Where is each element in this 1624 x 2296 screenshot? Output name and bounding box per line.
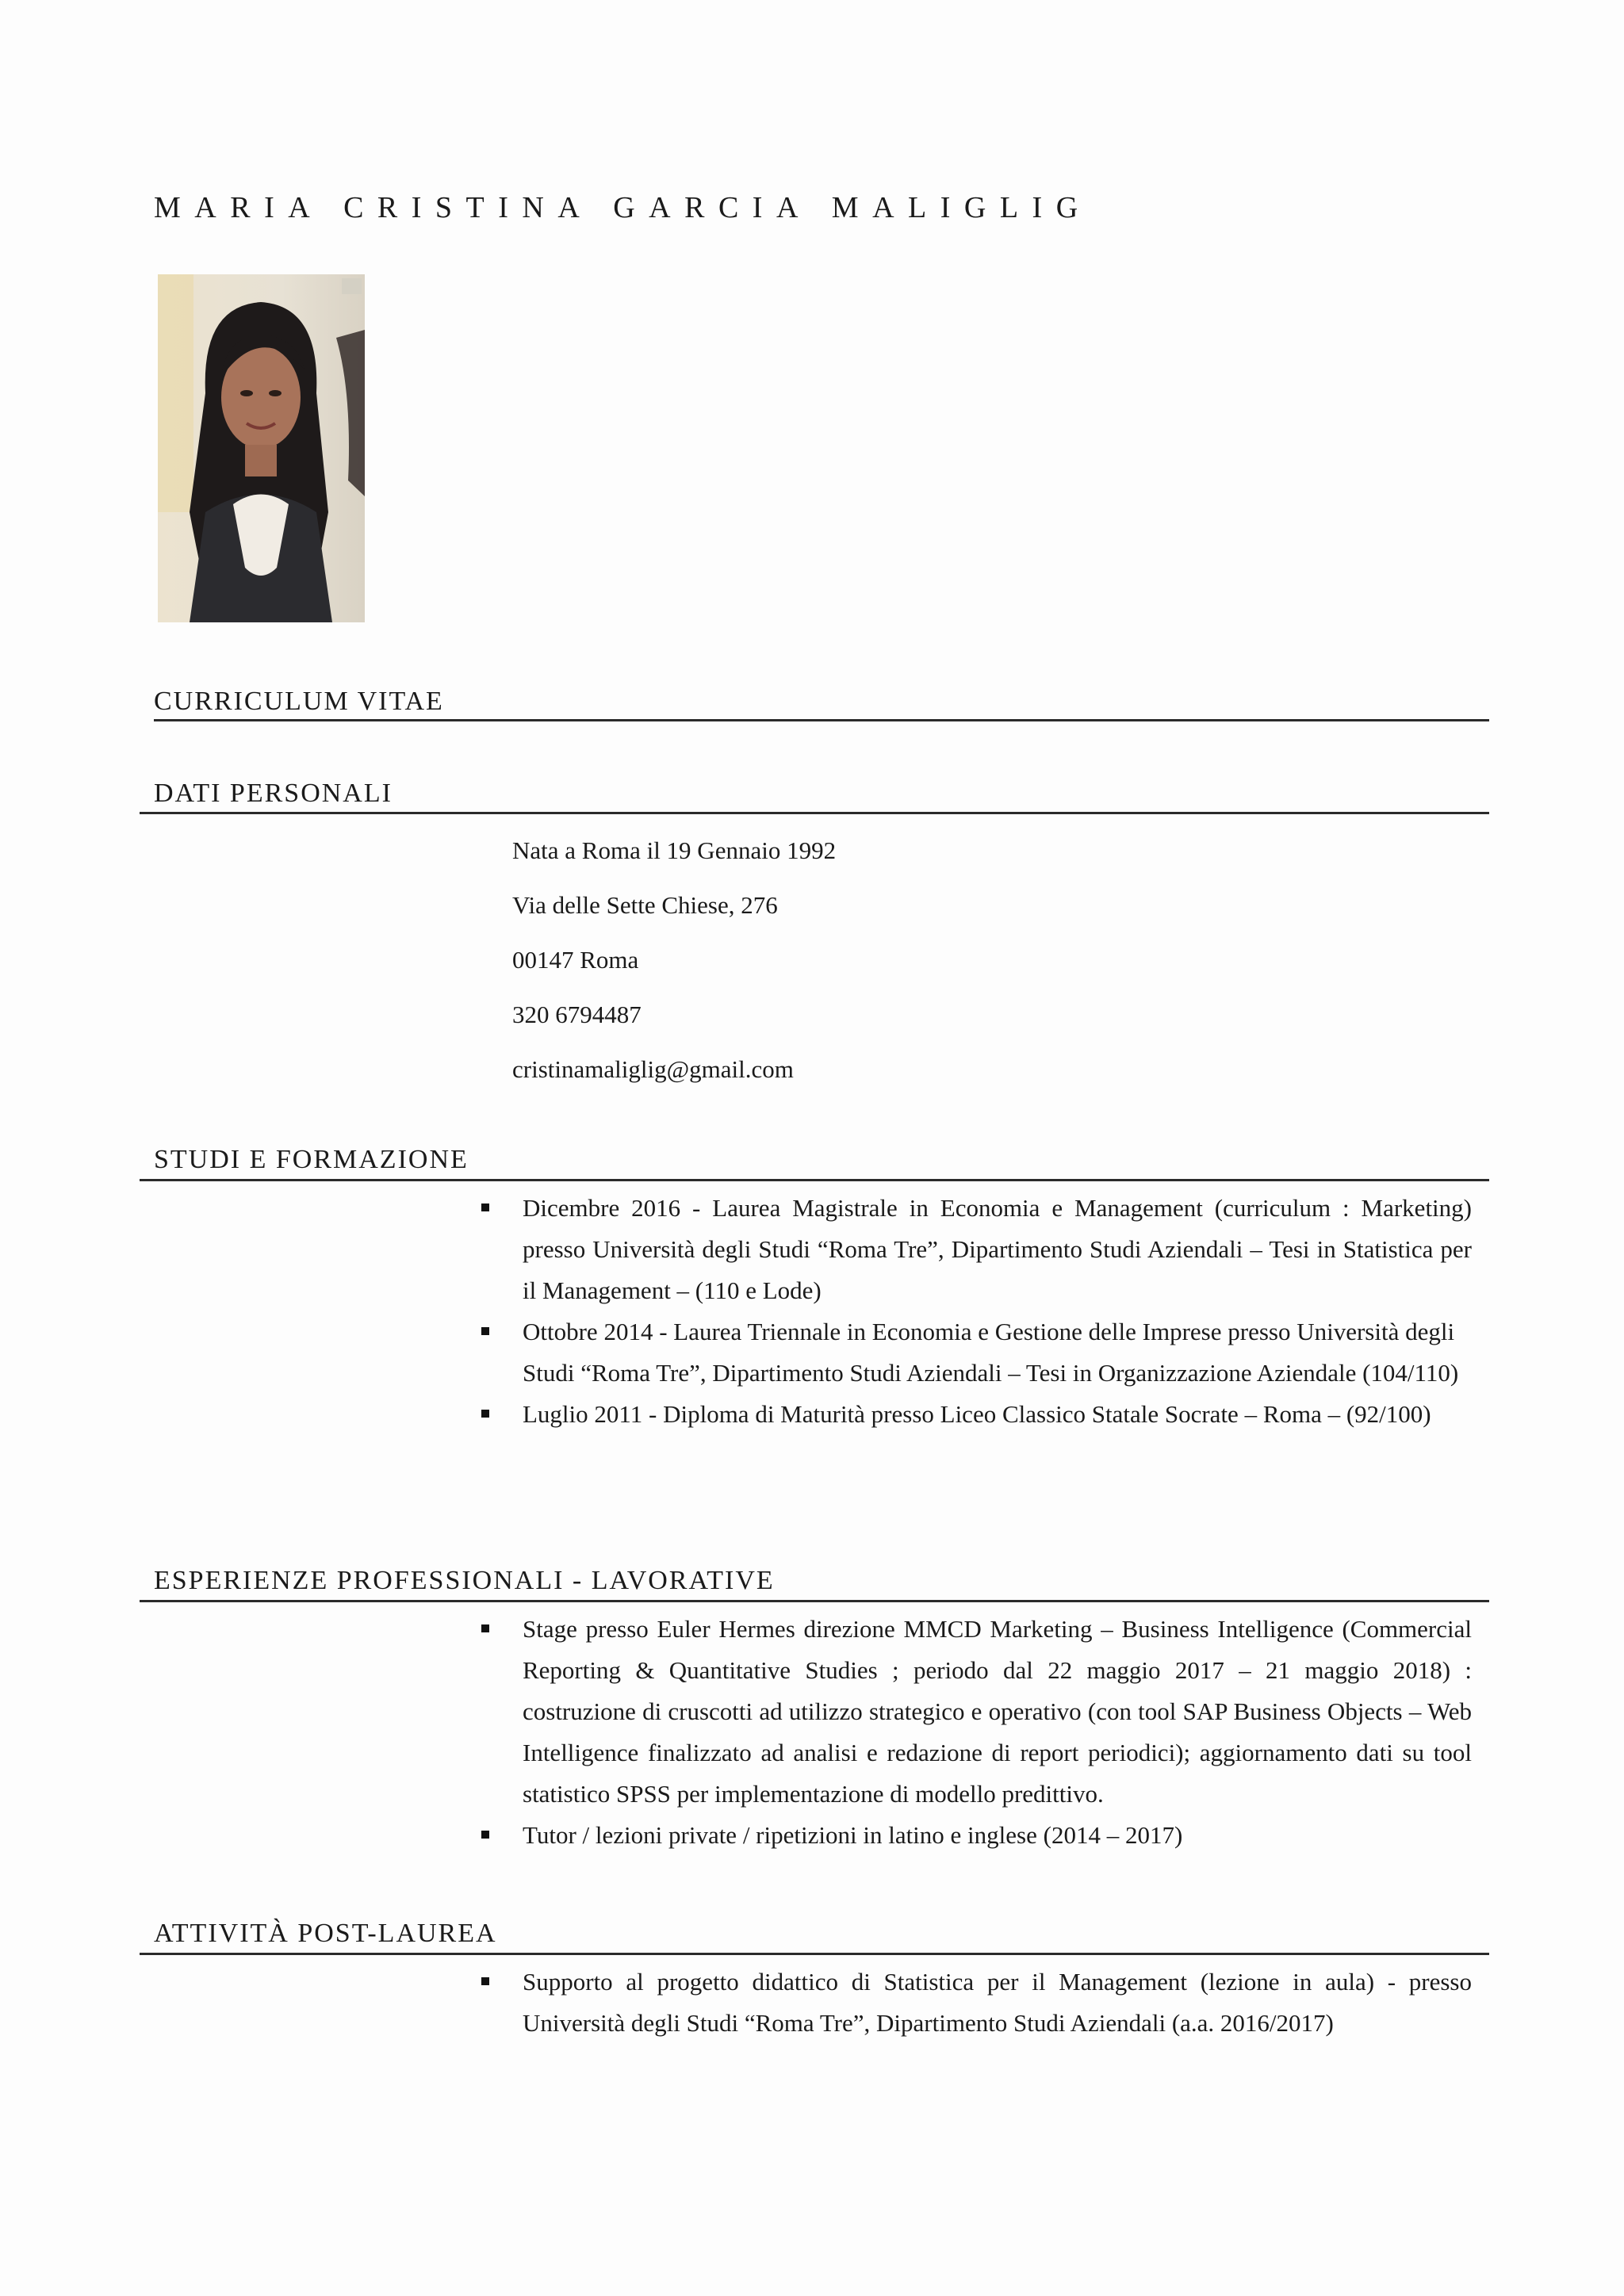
list-item: Tutor / lezioni private / ripetizioni in latino e inglese (2014 – 2017) xyxy=(477,1815,1472,1856)
section-divider xyxy=(154,719,1489,721)
list-item: Luglio 2011 - Diploma di Maturità presso Liceo Classico Statale Socrate – Roma – (92/100) xyxy=(477,1394,1472,1435)
email-address: cristinamaliglig@gmail.com xyxy=(512,1055,794,1083)
birth-info: Nata a Roma il 19 Gennaio 1992 xyxy=(512,836,837,864)
bullet-square-icon xyxy=(481,1977,489,1985)
section-title-post-graduate: ATTIVITÀ POST-LAUREA xyxy=(154,1919,497,1948)
bullet-square-icon xyxy=(481,1203,489,1211)
list-item: Ottobre 2014 - Laurea Triennale in Economia e Gestione delle Imprese presso Università degli Studi “Roma Tre”, Dipartimento Studi Aziendali – Tesi in Organizzazione Aziendale (104/110) xyxy=(477,1311,1472,1394)
section-divider xyxy=(140,1953,1489,1955)
profile-photo xyxy=(158,274,365,622)
section-divider xyxy=(140,1179,1489,1181)
section-title-experience: ESPERIENZE PROFESSIONALI - LAVORATIVE xyxy=(154,1566,775,1595)
list-item: Supporto al progetto didattico di Statistica per il Management (lezione in aula) - presso Università degli Studi “Roma Tre”, Dipartimento Studi Aziendali (a.a. 2016/2017) xyxy=(477,1961,1472,2044)
section-title-education: STUDI E FORMAZIONE xyxy=(154,1145,469,1174)
section-divider xyxy=(140,812,1489,814)
section-title-curriculum-vitae: CURRICULUM VITAE xyxy=(154,687,444,716)
post-graduate-list xyxy=(477,1961,1472,2044)
list-item: Stage presso Euler Hermes direzione MMCD Marketing – Business Intelligence (Commercial Reporting & Quantitative Studies ; periodo dal 22 maggio 2017 – 21 maggio 2018) : costruzione di cruscotti ad utilizzo strategico e operativo (con tool SAP Business Objects – Web Intelligence finalizzato ad analisi e redazione di report periodici); aggiornamento dati su tool statistico SPSS per implementazione di modello predittivo. xyxy=(477,1609,1472,1815)
address-city: 00147 Roma xyxy=(512,946,639,974)
list-item: Dicembre 2016 - Laurea Magistrale in Economia e Management (curriculum : Marketing) presso Università degli Studi “Roma Tre”, Dipartimento Studi Aziendali – Tesi in Statistica per il Management – (110 e Lode) xyxy=(477,1188,1472,1311)
phone-number: 320 6794487 xyxy=(512,1001,642,1028)
candidate-name: MARIA CRISTINA GARCIA MALIGLIG xyxy=(154,191,1092,224)
bullet-square-icon xyxy=(481,1624,489,1632)
section-divider xyxy=(140,1600,1489,1602)
portrait-image xyxy=(158,274,365,622)
address-street: Via delle Sette Chiese, 276 xyxy=(512,891,778,919)
bullet-square-icon xyxy=(481,1327,489,1335)
bullet-square-icon xyxy=(481,1831,489,1839)
education-list xyxy=(477,1188,1472,1435)
section-title-personal-data: DATI PERSONALI xyxy=(154,779,393,808)
experience-list xyxy=(477,1609,1472,1856)
bullet-square-icon xyxy=(481,1410,489,1418)
